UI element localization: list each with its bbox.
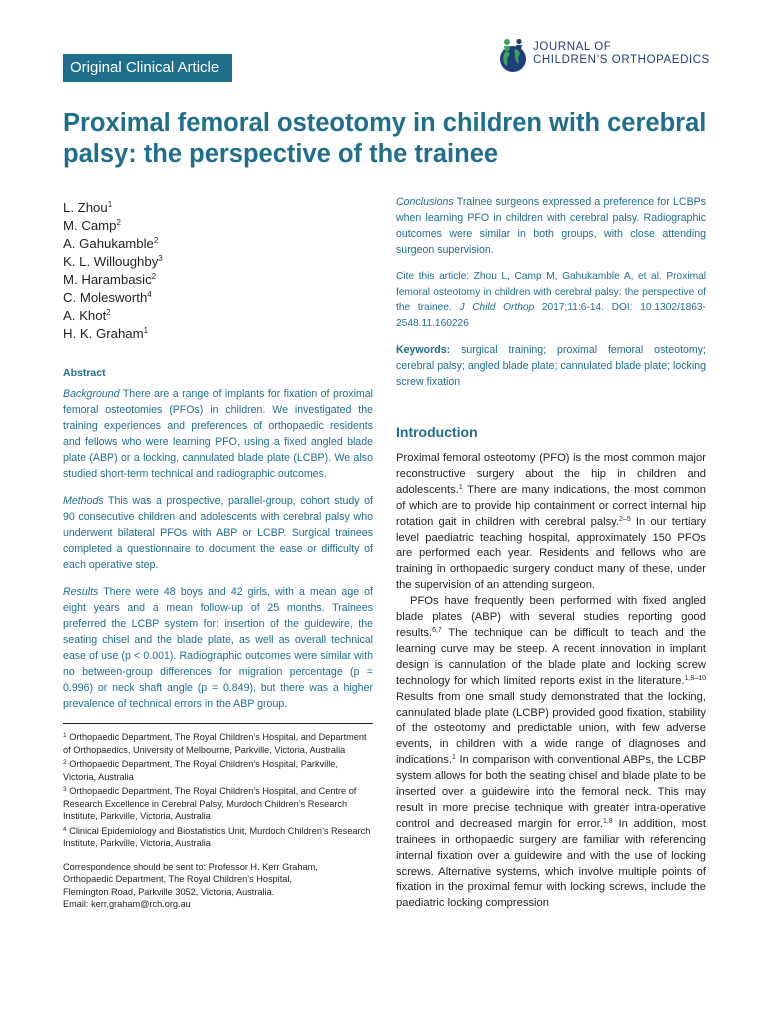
conclusions-label: Conclusions: [396, 196, 454, 208]
keywords-label: Keywords:: [396, 344, 451, 356]
reference-citation[interactable]: 1,8–10: [684, 674, 706, 682]
author: K. L. Willoughby$^3$: [63, 254, 163, 269]
right-column: [396, 194, 706, 912]
abstract-conclusions: Conclusions Trainee surgeons expressed a preference for LCBPs when learning PFO in children with cerebral palsy. Radiographic outcomes were similar in both groups, with close attending surgeon supervision.: [396, 196, 706, 256]
footnote-divider: [63, 723, 373, 724]
correspondence-email[interactable]: Email: kerr.graham@rch.org.au: [63, 899, 191, 909]
citation: Cite this article: Zhou L, Camp M, Gahukamble A, et al. Proximal femoral osteotomy in children with cerebral palsy: the perspective of the trainee. J Child Orthop 2017;11:6-14. DOI: 10.1302/1863-2548.11.160226: [396, 271, 706, 329]
affiliation-footnote: $^2$ Orthopaedic Department, The Royal Children’s Hospital, Parkville, Victoria, Australia: [63, 759, 338, 782]
affiliation-footnote: $^3$ Orthopaedic Department, The Royal Children’s Hospital, and Centre of Research Excellence in Cerebral Palsy, Murdoch Children’s Research Institute, Parkville, Victoria, Australia: [63, 786, 357, 821]
correspondence-line: Flemington Road, Parkville 3052, Victoria, Australia.: [63, 886, 275, 897]
abstract-results: Results There were 48 boys and 42 girls, with a mean age of eight years and a mean follow-up of 25 months. Trainees preferred the LCBP system for: insertion of the guidewire, the seating chisel and the blade plate, as well as overall technical ease of use (p < 0.001). Radiographic outcomes were similar with no between-group differences for migration percentage (p = 0.996) or neck shaft angle (p = 0.849), but there was a higher prevalence of technical errors in the ABP group.: [63, 586, 373, 710]
abstract-methods: Methods This was a prospective, parallel-group, cohort study of 90 consecutive children and adolescents with cerebral palsy who underwent bilateral PFOs with ABP or LCBP. Surgical trainees completed a questionnaire to document the ease or difficulty of each operative step.: [63, 495, 373, 571]
reference-citation[interactable]: 1: [451, 754, 456, 762]
author: M. Camp$^2$: [63, 218, 121, 233]
citation-doi[interactable]: 2017;11:6-14. DOI: 10.1302/1863-2548.11.160226: [396, 302, 706, 329]
journal-logo: [497, 38, 712, 78]
author: L. Zhou$^1$: [63, 200, 113, 215]
introduction-paragraph: PFOs have frequently been performed with fixed angled blade plates (ABP) with several studies reporting good results.$^{6,7}$ The technique can be difficult to teach and the learning curve may be steep. A recent innovation in implant design is cannulation of the blade plate and locking screw technology for which limited reports exist in the literature.$^{1,8-10}$ Results from one small study demonstrated that the locking, cannulated blade plate (LCBP) provided good fixation, stability of the osteotomy and predictable union, with few adverse events, in children with a wide range of diagnoses and indications.$^1$ In comparison with conventional ABPs, the LCBP system allows for both the seating chisel and blade plate to be inserted over a guidewire into the femoral neck. This may result in more precise technique with greater intra-operative control and decreased margin for error.$^{1,8}$ In addition, most trainees in orthopaedic surgery are familiar with referencing internal fixation over a guidewire and with the use of locking screws. Alternative systems, which involve multiple points of fixation in the proximal femur with locking screws, include the paediatric locking compression: [396, 595, 706, 910]
author: M. Harambasic$^2$: [63, 272, 157, 287]
reference-citation[interactable]: 2–5: [619, 515, 631, 523]
article-type-label: Original Clinical Article: [70, 59, 220, 76]
author: A. Gahukamble$^2$: [63, 236, 159, 251]
correspondence: [63, 861, 373, 911]
author: C. Molesworth$^4$: [63, 290, 152, 305]
article-type-badge: [63, 54, 232, 82]
methods-label: Methods: [63, 495, 104, 507]
introduction-paragraph: Proximal femoral osteotomy (PFO) is the most common major reconstructive surgery about the hip in children and adolescents.$^1$ There are many indications, the most common of which are to provide hip containment or correct internal hip rotation gait in children with cerebral palsy.$^{2-5}$ In our tertiary level paediatric teaching hospital, approximately 150 PFOs are performed each year. Residents and fellows who are training in orthopaedic surgery conduct many of these, under the supervision of an attending surgeon.: [396, 452, 706, 592]
reference-citation[interactable]: 1: [458, 483, 463, 491]
left-column: [63, 366, 373, 911]
introduction-heading: Introduction: [396, 424, 478, 440]
background-label: Background: [63, 388, 120, 400]
affiliation-footnote: $^1$ Orthopaedic Department, The Royal Children’s Hospital, and Department of Orthopaedics, University of Melbourne, Parkville, Victoria, Australia: [63, 732, 367, 755]
author-list: [63, 196, 363, 340]
article-title: Proximal femoral osteotomy in children with cerebral palsy: the perspective of the trainee: [63, 109, 707, 168]
author: A. Khot$^2$: [63, 308, 111, 323]
keywords: Keywords: surgical training; proximal femoral osteotomy; cerebral palsy; angled blade plate; cannulated blade plate; locking screw fixation: [396, 344, 706, 388]
journal-name-line1: JOURNAL OF: [533, 41, 612, 53]
reference-citation[interactable]: 6,7: [432, 626, 442, 634]
correspondence-line: Correspondence should be sent to: Professor H. Kerr Graham,: [63, 861, 318, 872]
results-label: Results: [63, 586, 99, 598]
correspondence-line: Orthopaedic Department, The Royal Children’s Hospital,: [63, 874, 292, 884]
abstract-heading: Abstract: [63, 367, 106, 379]
reference-citation[interactable]: 1,8: [602, 817, 613, 825]
affiliation-footnote: $^4$ Clinical Epidemiology and Biostatistics Unit, Murdoch Children’s Research Institute, Parkville, Victoria, Australia: [63, 825, 371, 848]
author: H. K. Graham$^1$: [63, 326, 149, 341]
abstract-background: Background There are a range of implants for fixation of proximal femoral osteotomies (PFOs) in children. We investigated the training experiences and preferences of orthopaedic residents and fellows who were learning PFO, using a fixed angled blade plate (ABP) or a locking, cannulated blade plate (LCBP). We also studied short-term technical and radiographic outcomes.: [63, 388, 373, 480]
citation-journal: J Child Orthop: [459, 302, 535, 313]
journal-name-line2: CHILDREN’S ORTHOPAEDICS: [533, 54, 710, 66]
globe-children-icon: [497, 38, 531, 76]
